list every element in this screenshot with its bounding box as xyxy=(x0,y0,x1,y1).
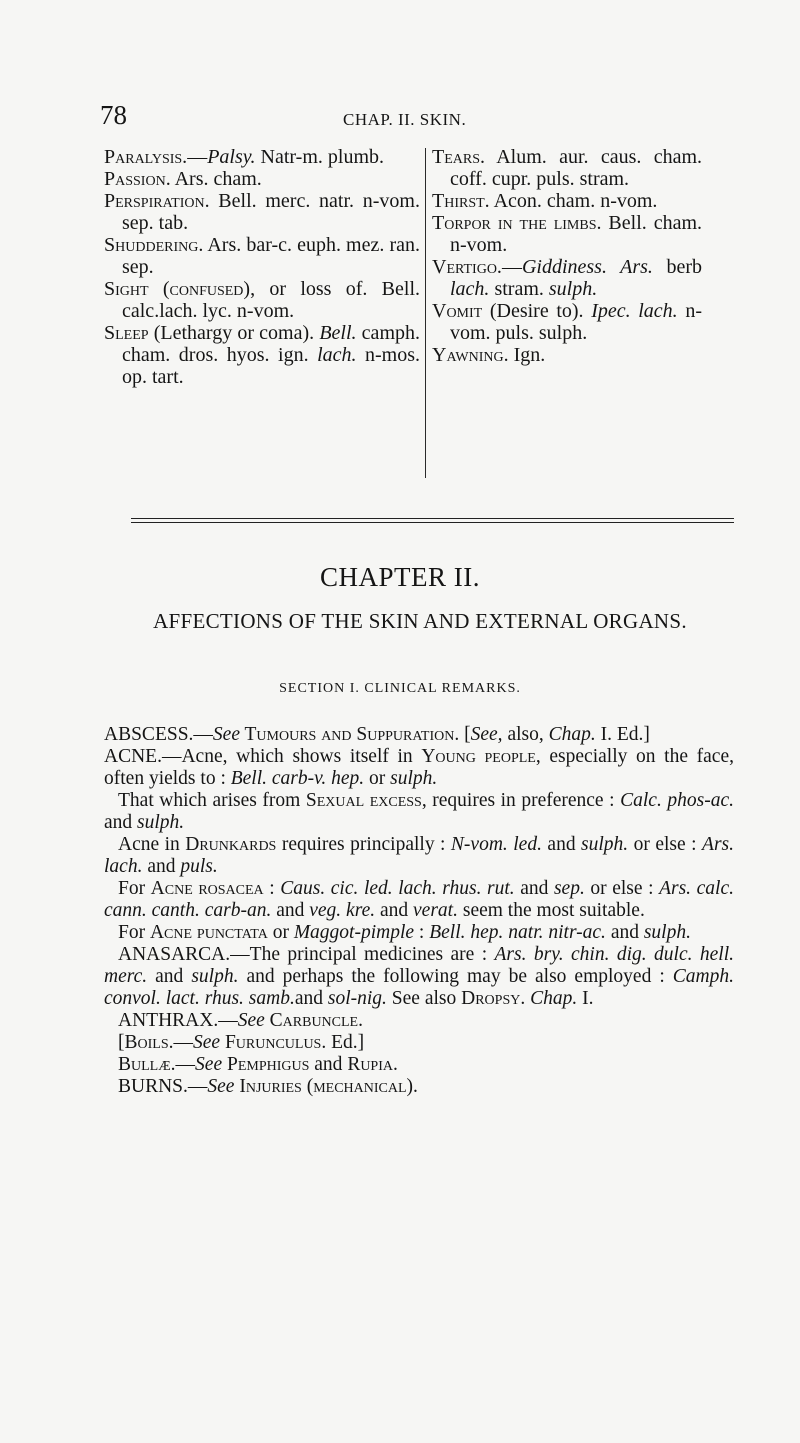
paragraph-anthrax: ANTHRAX.—See Carbuncle. xyxy=(118,1010,363,1031)
entry-tears: Tears. Alum. aur. caus. cham. coff. cupr. puls. stram. xyxy=(432,146,702,190)
double-rule-bottom xyxy=(131,522,734,523)
paragraph-burns: BURNS.—See Injuries (mechanical). xyxy=(118,1076,418,1097)
paragraph-acne-punctata: For Acne punctata or Maggot-pimple : Bell. hep. natr. nitr-ac. and sulph. xyxy=(118,922,691,943)
entry-yawning: Yawning. Ign. xyxy=(432,344,546,366)
entry-vomit: Vomit (Desire to). Ipec. lach. n-vom. puls. sulph. xyxy=(432,300,702,344)
chapter-subtitle: AFFECTIONS OF THE SKIN AND EXTERNAL ORGANS. xyxy=(153,609,687,633)
paragraph-acne: ACNE.—Acne, which shows itself in Young people, especially on the face, often yields to : Bell. carb-v. hep. or sulph. xyxy=(104,746,734,789)
entry-vertigo: Vertigo.—Giddiness. Ars. berb lach. stram. sulph. xyxy=(432,256,702,300)
chapter-title: CHAPTER II. xyxy=(320,562,480,592)
section-heading: SECTION I. CLINICAL REMARKS. xyxy=(279,681,521,696)
right-column xyxy=(432,146,702,366)
body-text xyxy=(104,724,734,1098)
entry-sleep: Sleep (Lethargy or coma). Bell. camph. cham. dros. hyos. ign. lach. n-mos. op. tart. xyxy=(104,322,421,388)
entry-passion: Passion. Ars. cham. xyxy=(104,168,262,190)
left-column xyxy=(104,146,420,388)
paragraph-boils: [Boils.—See Furunculus. Ed.] xyxy=(118,1032,365,1053)
entry-paralysis: Paralysis.—Palsy. Natr-m. plumb. xyxy=(104,146,384,168)
column-divider xyxy=(425,148,426,478)
paragraph-anasarca: ANASARCA.—The principal medicines are : Ars. bry. chin. dig. dulc. hell. merc. and sulph. and perhaps the following may be also employed : Camph. convol. lact. rhus. samb.and sol-nig. See also Dropsy. Chap. I. xyxy=(104,944,734,1009)
entry-shuddering: Shuddering. Ars. bar-c. euph. mez. ran. sep. xyxy=(104,234,420,278)
entry-torpor: Torpor in the limbs. Bell. cham. n-vom. xyxy=(432,212,702,256)
running-title: CHAP. II. SKIN. xyxy=(343,110,467,129)
paragraph-acne-sexual: That which arises from Sexual excess, requires in preference : Calc. phos-ac. and sulph. xyxy=(104,790,734,833)
entry-perspiration: Perspiration. Bell. merc. natr. n-vom. sep. tab. xyxy=(104,190,420,234)
double-rule-top xyxy=(131,518,734,519)
paragraph-bullae: Bullæ.—See Pemphigus and Rupia. xyxy=(118,1054,398,1075)
page-number: 78 xyxy=(100,100,127,130)
paragraph-acne-rosacea: For Acne rosacea : Caus. cic. led. lach. rhus. rut. and sep. or else : Ars. calc. cann. canth. carb-an. and veg. kre. and verat. seem the most suitable. xyxy=(104,878,734,921)
entry-sight: Sight (confused), or loss of. Bell. calc.lach. lyc. n-vom. xyxy=(104,278,421,322)
paragraph-abscess: ABSCESS.—See Tumours and Suppuration. [See, also, Chap. I. Ed.] xyxy=(104,724,650,745)
paragraph-acne-drunkards: Acne in Drunkards requires principally : N-vom. led. and sulph. or else : Ars. lach. and puls. xyxy=(104,834,734,877)
entry-thirst: Thirst. Acon. cham. n-vom. xyxy=(432,190,658,212)
